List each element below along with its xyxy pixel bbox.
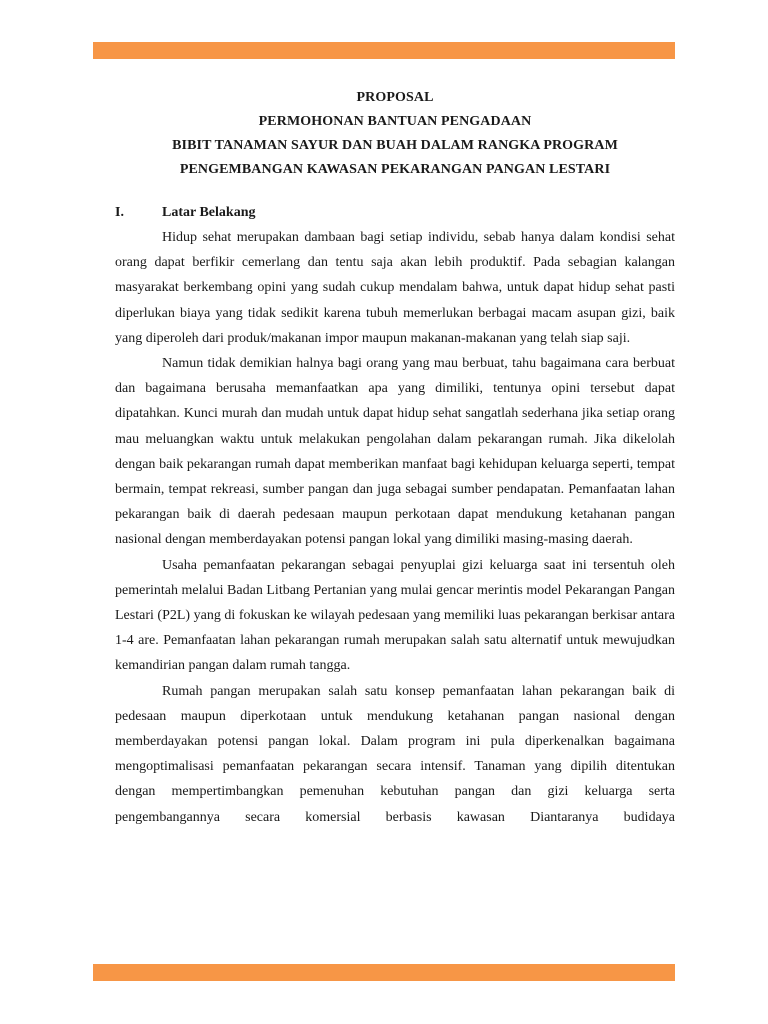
document-title [115,86,675,182]
section-body [115,225,675,830]
paragraph-3: Usaha pemanfaatan pekarangan sebagai penyuplai gizi keluarga saat ini tersentuh oleh pemerintah melalui Badan Litbang Pertanian yang mulai gencar merintis model Pekarangan Pangan Lestari (P2L) yang di fokuskan ke wilayah pedesaan yang memiliki luas pekarangan berkisar antara 1-4 are. Pemanfaatan lahan pekarangan rumah merupakan salah satu alternatif untuk mewujudkan kemandirian pangan dalam rumah tangga. [115,557,675,674]
paragraph-4: Rumah pangan merupakan salah satu konsep pemanfaatan lahan pekarangan baik di pedesaan maupun diperkotaan untuk mendukung ketahanan pangan nasional dengan memberdayakan potensi pangan lokal. Dalam program ini pula diperkenalkan bagaimana mengoptimalisasi pemanfaatan pekarangan secara intensif. Tanaman yang dipilih ditentukan dengan mempertimbangkan pemenuhan kebutuhan pangan dan gizi keluarga serta pengembangannya secara komersial berbasis kawasan Diantaranya budidaya [115,683,675,825]
section-heading [115,200,675,225]
section-number: I. [115,205,124,220]
title-line-program: PENGEMBANGAN KAWASAN PEKARANGAN PANGAN LESTARI [179,162,611,177]
title-line-seeds: BIBIT TANAMAN SAYUR DAN BUAH DALAM RANGKA PROGRAM [172,138,618,153]
document-page [115,86,675,830]
title-line-proposal: PROPOSAL [356,90,434,105]
title-line-request: PERMOHONAN BANTUAN PENGADAAN [258,114,532,129]
paragraph-2: Namun tidak demikian halnya bagi orang yang mau berbuat, tahu bagaimana cara berbuat dan bagaimana berusaha memanfaatkan apa yang dimiliki, tentunya opini tersebut dapat dipatahkan. Kunci murah dan mudah untuk dapat hidup sehat sangatlah sederhana jika setiap orang mau meluangkan waktu untuk melakukan pengolahan dalam pekarangan rumah. Jika dikelolah dengan baik pekarangan rumah dapat memberikan manfaat bagi kehidupan keluarga seperti, tempat bermain, tempat rekreasi, sumber pangan dan juga sebagai sumber pendapatan. Pemanfaatan lahan pekarangan baik di daerah pedesaan maupun perkotaan dapat mendukung ketahanan pangan nasional dengan memberdayakan potensi pangan lokal yang dimiliki masing-masing daerah. [115,356,675,548]
paragraph-1: Hidup sehat merupakan dambaan bagi setiap individu, sebab hanya dalam kondisi sehat orang dapat berfikir cemerlang dan tentu saja akan lebih produktif. Pada sebagian kalangan masyarakat berkembang opini yang sudah cukup mendalam bahwa, untuk dapat hidup sehat pasti diperlukan biaya yang tidak sedikit karena tubuh memerlukan berbagai macam asupan gizi, baik yang diperoleh dari produk/makanan impor maupun makanan-makanan yang telah siap saji. [115,230,675,346]
header-accent-bar [93,42,675,59]
section-title: Latar Belakang [162,205,256,220]
footer-accent-bar [93,964,675,981]
